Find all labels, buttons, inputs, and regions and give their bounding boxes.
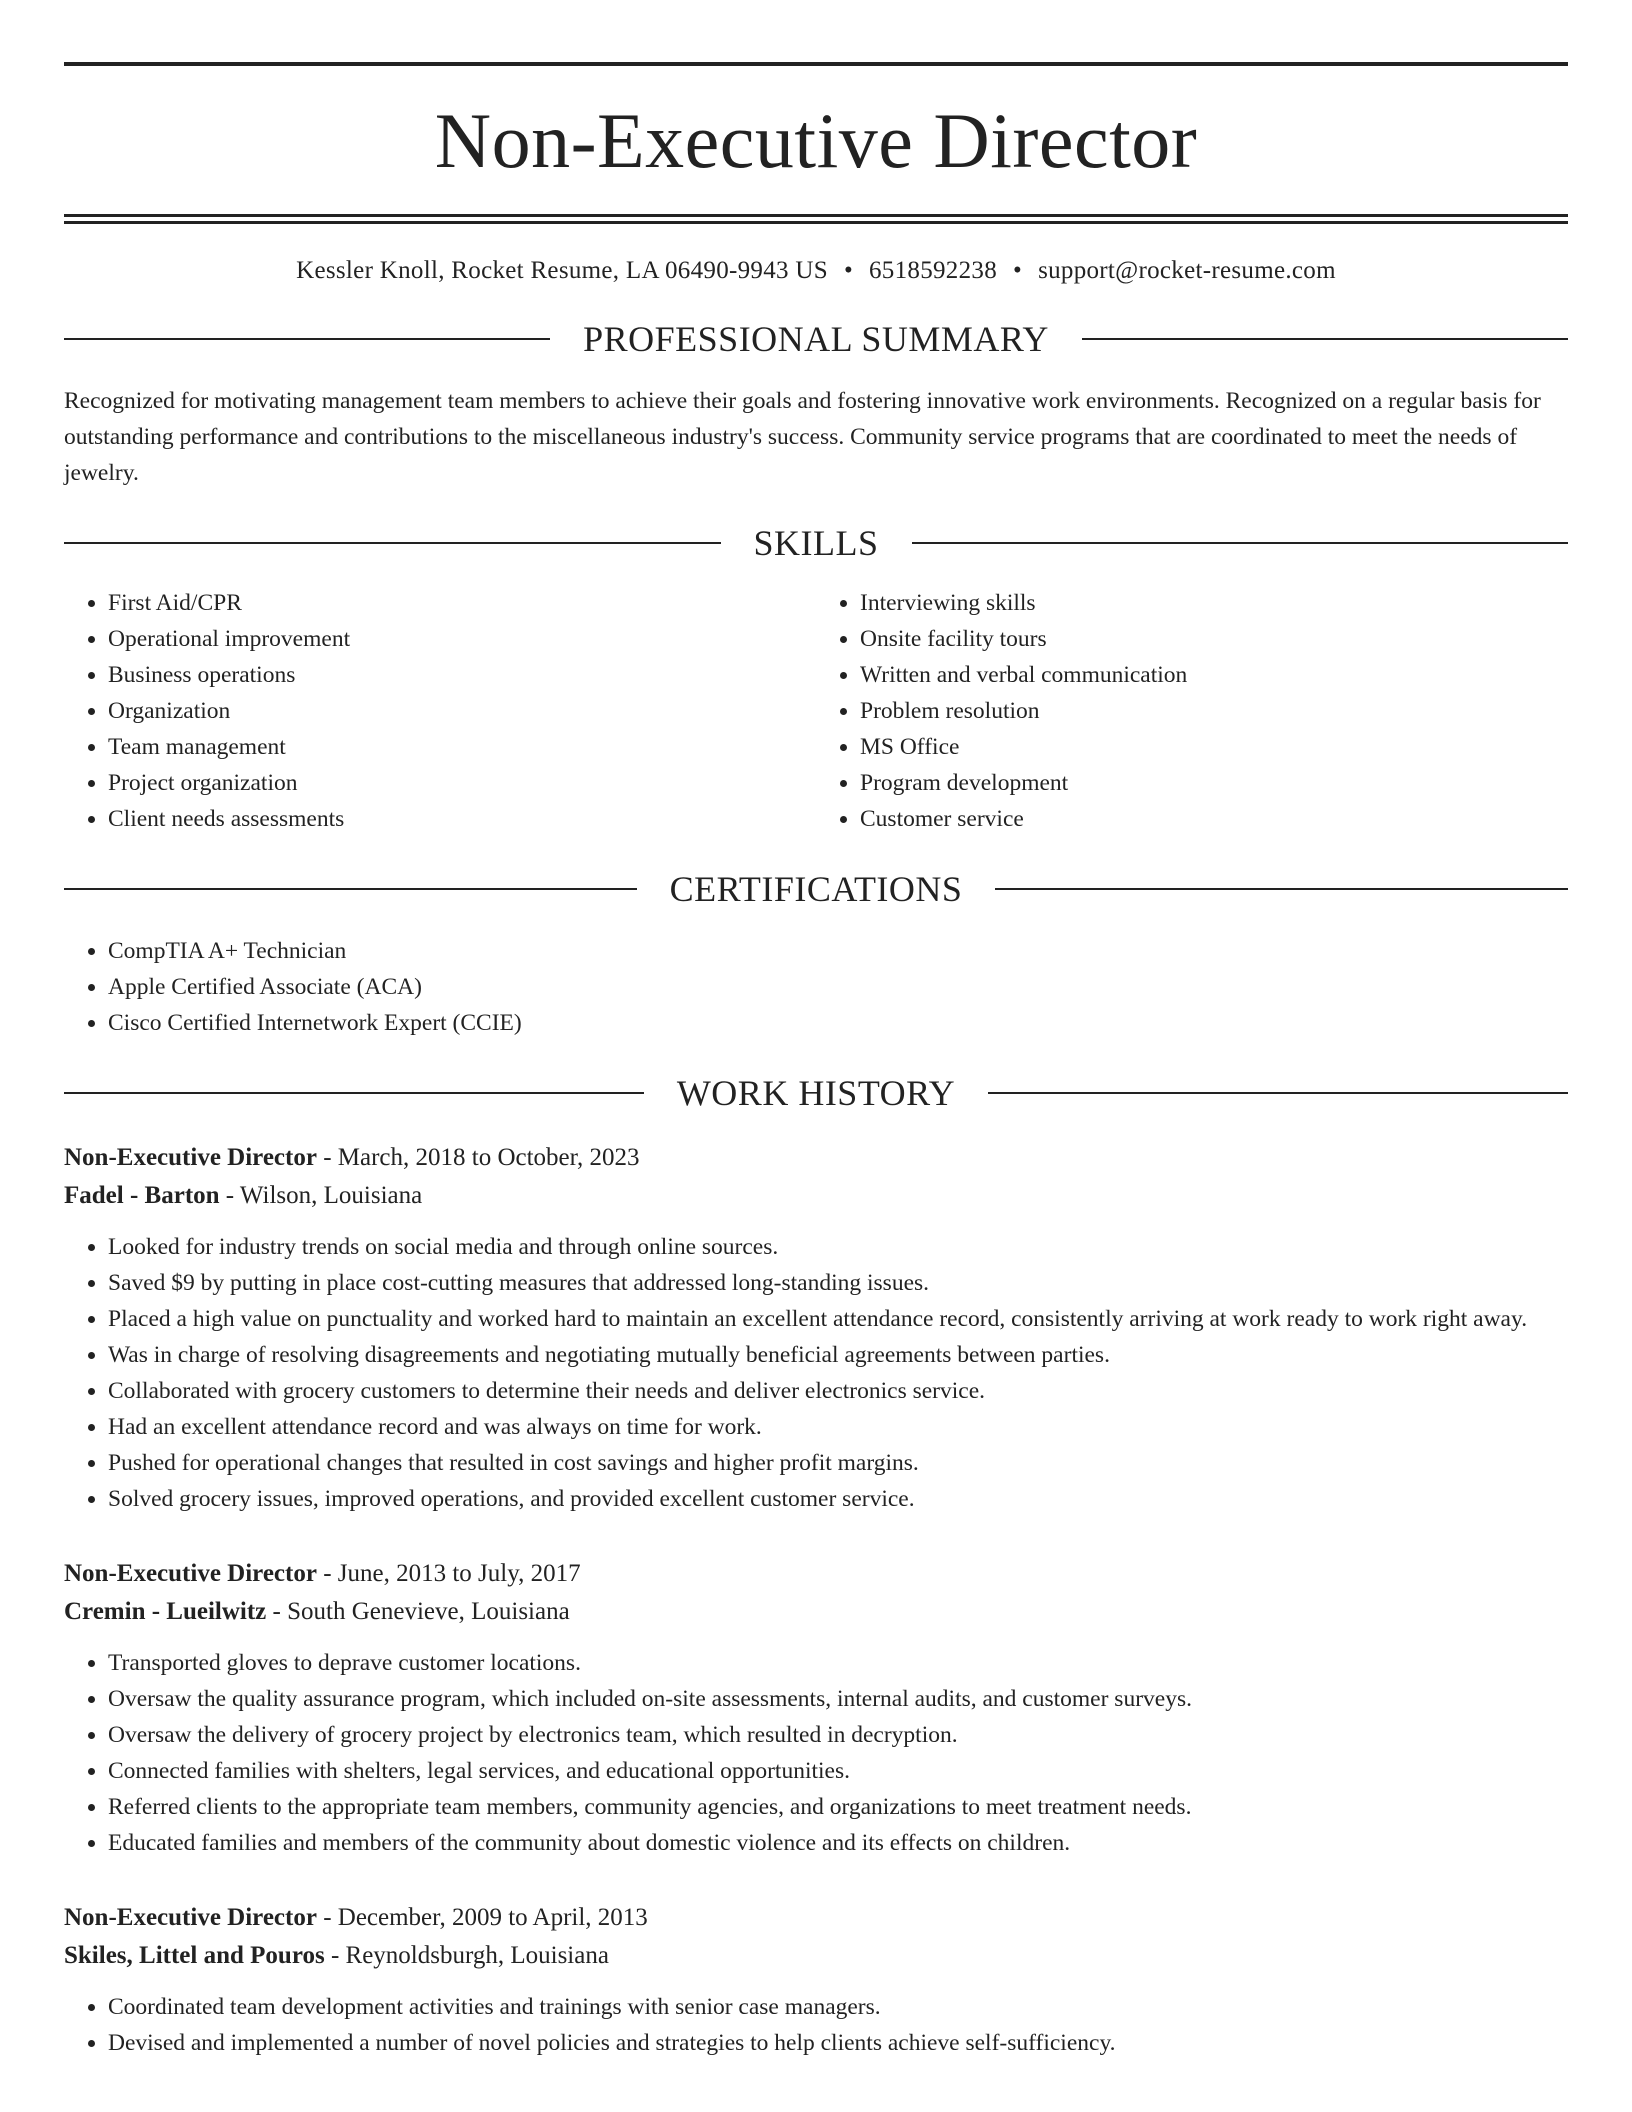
contact-email[interactable]: support@rocket-resume.com [1038, 257, 1336, 284]
summary-text: Recognized for motivating management team members to achieve their goals and fostering innovative work environments. Recognized on a regular basis for outstanding performance and contributions to the miscellaneous industry's success. Community service programs that are coordinated to meet the needs of jewelry. [64, 388, 1541, 486]
job-bullets [64, 1229, 1568, 1517]
job-company: Skiles, Littel and Pouros [64, 1942, 325, 1969]
heading-rule [64, 888, 637, 890]
job-bullet: • Devised and implemented a number of novel policies and strategies to help clients achieve self-sufficiency. [108, 2025, 1568, 2061]
contact-separator: • [843, 257, 853, 284]
job-company: Cremin - Lueilwitz [64, 1598, 267, 1625]
certification-item: • Apple Certified Associate (ACA) [108, 969, 1568, 1005]
job-bullet: • Pushed for operational changes that resulted in cost savings and higher profit margins. [108, 1445, 1568, 1481]
skill-item: • Customer service [860, 801, 1568, 837]
skill-item: • MS Office [860, 729, 1568, 765]
skill-item: • Team management [108, 729, 816, 765]
skill-item: • Operational improvement [108, 621, 816, 657]
job-bullet: • Collaborated with grocery customers to determine their needs and deliver electronics service. [108, 1373, 1568, 1409]
certification-item: • Cisco Certified Internetwork Expert (CCIE) [108, 1005, 1568, 1041]
candidate-name: Non-Executive Director [434, 97, 1198, 184]
section-title: PROFESSIONAL SUMMARY [583, 319, 1049, 359]
certifications-heading [64, 871, 1568, 907]
skill-item: • Onsite facility tours [860, 621, 1568, 657]
job-title-line [64, 1139, 1568, 1177]
job-bullet: • Oversaw the quality assurance program, which included on-site assessments, internal audits, and customer surveys. [108, 1681, 1568, 1717]
contact-line [64, 258, 1568, 283]
skills-grid [64, 585, 1568, 837]
skills-left-column [64, 585, 816, 837]
job-bullet: • Transported gloves to deprave customer locations. [108, 1645, 1568, 1681]
job-bullet: • Looked for industry trends on social media and through online sources. [108, 1229, 1568, 1265]
skill-item: • Organization [108, 693, 816, 729]
heading-rule [995, 888, 1568, 890]
job-bullet: • Coordinated team development activities and trainings with senior case managers. [108, 1989, 1568, 2025]
job-bullet: • Referred clients to the appropriate team members, community agencies, and organizations to meet treatment needs. [108, 1789, 1568, 1825]
job-bullet: • Had an excellent attendance record and was always on time for work. [108, 1409, 1568, 1445]
job-company-line [64, 1937, 1568, 1975]
certification-item: • CompTIA A+ Technician [108, 933, 1568, 969]
contact-separator: • [1013, 257, 1023, 284]
heading-rule [1082, 338, 1568, 340]
skill-item: • Program development [860, 765, 1568, 801]
skills-right-column [816, 585, 1568, 837]
job-location: - Reynoldsburgh, Louisiana [324, 1942, 609, 1969]
job-bullet: • Connected families with shelters, legal services, and educational opportunities. [108, 1753, 1568, 1789]
section-title: CERTIFICATIONS [669, 869, 963, 909]
skill-item: • Written and verbal communication [860, 657, 1568, 693]
job-dates: - December, 2009 to April, 2013 [316, 1904, 648, 1931]
double-rule [64, 214, 1568, 224]
job-company-line [64, 1593, 1568, 1631]
work-history-heading [64, 1075, 1568, 1111]
skill-item: • Problem resolution [860, 693, 1568, 729]
heading-rule [64, 1092, 644, 1094]
job-entry [64, 1139, 1568, 1517]
section-title: WORK HISTORY [676, 1073, 956, 1113]
job-dates: - June, 2013 to July, 2017 [316, 1560, 581, 1587]
heading-rule [912, 542, 1569, 544]
job-bullet: • Saved $9 by putting in place cost-cutting measures that addressed long-standing issues. [108, 1265, 1568, 1301]
job-bullet: • Solved grocery issues, improved operations, and provided excellent customer service. [108, 1481, 1568, 1517]
skills-heading [64, 525, 1568, 561]
top-rule [64, 62, 1568, 66]
contact-phone: 6518592238 [869, 257, 997, 284]
skill-item: • Client needs assessments [108, 801, 816, 837]
job-company-line [64, 1177, 1568, 1215]
heading-rule [64, 542, 721, 544]
job-title: Non-Executive Director [64, 1904, 317, 1931]
job-entry [64, 1555, 1568, 1861]
summary-heading [64, 321, 1568, 357]
job-company: Fadel - Barton [64, 1182, 220, 1209]
job-bullets [64, 1645, 1568, 1861]
skill-item: • Interviewing skills [860, 585, 1568, 621]
certifications-list [64, 933, 1568, 1041]
job-bullet: • Oversaw the delivery of grocery project by electronics team, which resulted in decryption. [108, 1717, 1568, 1753]
job-title-line [64, 1899, 1568, 1937]
job-entry [64, 1899, 1568, 2061]
job-dates: - March, 2018 to October, 2023 [316, 1144, 640, 1171]
job-bullet: • Educated families and members of the community about domestic violence and its effects on children. [108, 1825, 1568, 1861]
contact-address: Kessler Knoll, Rocket Resume, LA 06490-9943 US [296, 257, 828, 284]
heading-rule [988, 1092, 1568, 1094]
section-title: SKILLS [753, 523, 879, 563]
skill-item: • Business operations [108, 657, 816, 693]
job-location: - Wilson, Louisiana [219, 1182, 423, 1209]
job-bullet: • Was in charge of resolving disagreements and negotiating mutually beneficial agreements between parties. [108, 1337, 1568, 1373]
heading-rule [64, 338, 550, 340]
job-bullets [64, 1989, 1568, 2061]
skill-item: • Project organization [108, 765, 816, 801]
job-bullet: • Placed a high value on punctuality and worked hard to maintain an excellent attendance record, consistently arriving at work ready to work right away. [108, 1301, 1568, 1337]
job-location: - South Genevieve, Louisiana [266, 1598, 570, 1625]
skill-item: • First Aid/CPR [108, 585, 816, 621]
job-title: Non-Executive Director [64, 1560, 317, 1587]
job-title-line [64, 1555, 1568, 1593]
job-title: Non-Executive Director [64, 1144, 317, 1171]
